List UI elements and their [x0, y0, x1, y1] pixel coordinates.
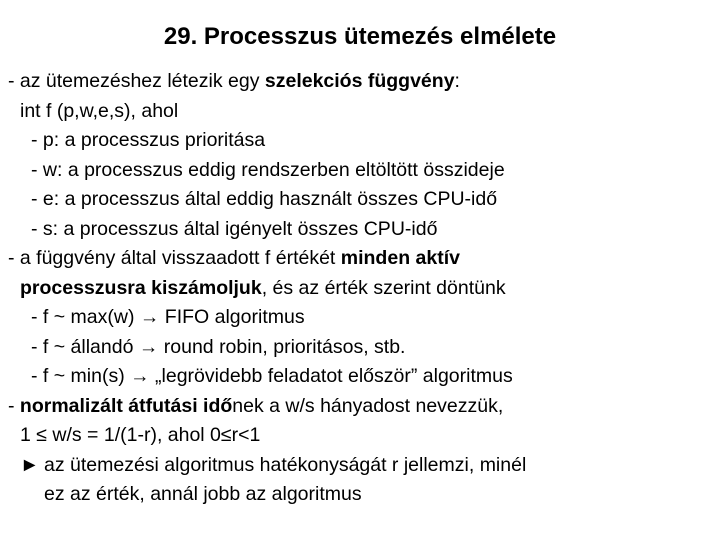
text: nek a w/s hányadost nevezzük, [232, 394, 504, 417]
arrow-bullet-icon: ► [20, 453, 40, 476]
line-shortest-first: - f ~ min(s) → „legrövidebb feladatot először” algoritmus [31, 365, 513, 387]
text: - a függvény által visszaadott f értékét [8, 247, 341, 269]
line-normalized-turnaround [8, 392, 720, 422]
bold-term: processzusra kiszámoljuk [20, 276, 262, 299]
slide-title: 29. Processzus ütemezés elmélete [163, 23, 557, 50]
line-efficiency-cont: ez az érték, annál jobb az algoritmus [44, 483, 362, 505]
line-fifo: - f ~ max(w) → FIFO algoritmus [31, 306, 305, 328]
line-formula: 1 ≤ w/s = 1/(1-r), ahol 0≤r<1 [20, 424, 261, 446]
text: : [454, 70, 460, 92]
line-param-e: - e: a processzus által eddig használt összes CPU-idő [31, 188, 498, 210]
line-selection-function [8, 67, 720, 97]
text: - [8, 394, 20, 417]
line-function-signature: int f (p,w,e,s), ahol [20, 99, 179, 122]
line-round-robin: - f ~ állandó → round robin, prioritásos, stb. [31, 335, 406, 358]
line-function-value-cont [8, 274, 720, 304]
text: , és az érték szerint döntünk [261, 276, 506, 299]
slide-body [8, 67, 720, 510]
line-efficiency [8, 451, 720, 481]
line-function-value [8, 244, 720, 274]
bold-term: normalizált átfutási idő [19, 394, 233, 417]
line-param-s: - s: a processzus által igényelt összes CPU-idő [31, 217, 438, 240]
text: - az ütemezéshez létezik egy [8, 70, 265, 92]
line-param-w: - w: a processzus eddig rendszerben eltöltött összideje [31, 158, 505, 181]
bold-term: minden aktív [340, 247, 460, 269]
bold-term: szelekciós függvény [264, 70, 455, 92]
line-param-p: - p: a processzus prioritása [31, 129, 266, 151]
text: az ütemezési algoritmus hatékonyságát r jellemzi, minél [44, 453, 527, 476]
